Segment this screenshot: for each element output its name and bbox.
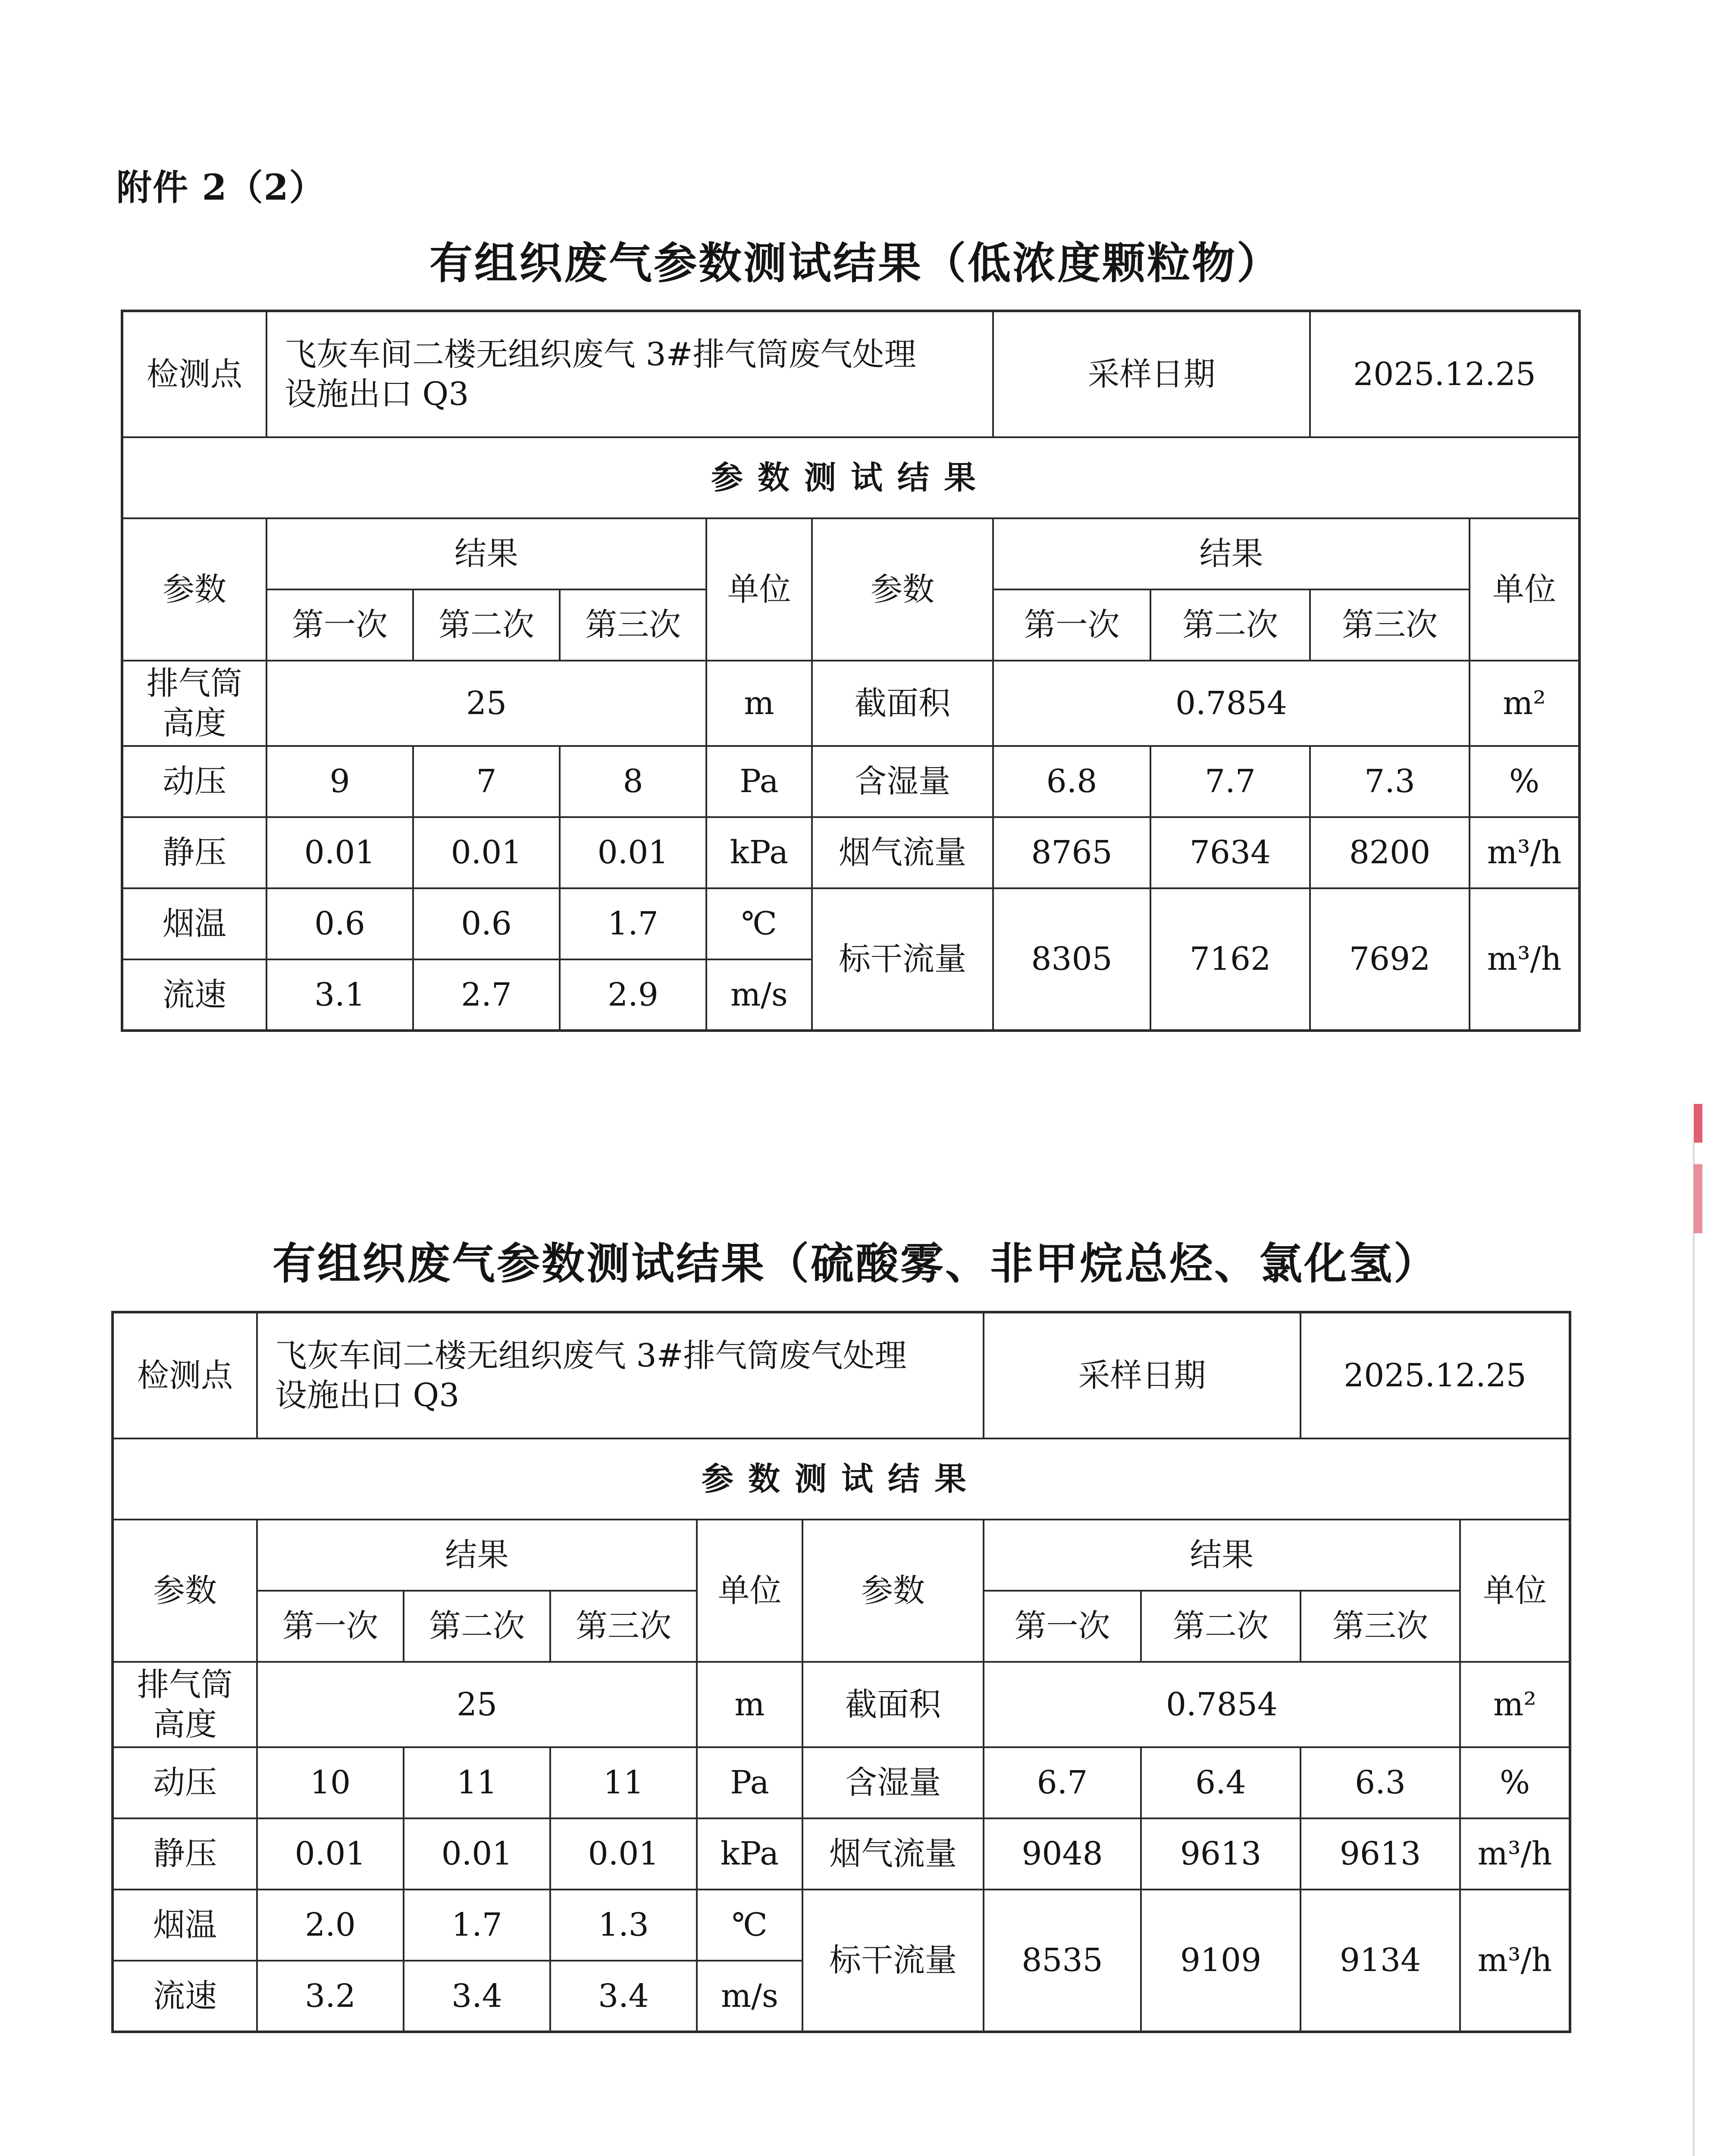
unit-header: 单位	[706, 518, 812, 661]
col-second-right: 第二次	[1150, 589, 1310, 661]
unit: kPa	[697, 1818, 802, 1890]
unit: ℃	[706, 888, 812, 959]
col-third: 第三次	[560, 589, 706, 661]
cell: 0.01	[413, 817, 560, 888]
attachment-label: 附件 2（2）	[116, 167, 326, 208]
col-third-right: 第三次	[1300, 1591, 1460, 1662]
unit: m³/h	[1470, 888, 1579, 1031]
row-label-temp: 烟温	[122, 888, 266, 959]
unit: m/s	[697, 1961, 802, 2032]
section-band: 参数测试结果	[122, 437, 1579, 518]
scan-edge-mark	[1694, 1164, 1702, 1233]
cell: 7162	[1150, 888, 1310, 1031]
point-label: 检测点	[122, 311, 266, 437]
label-line1: 排气筒	[137, 1666, 233, 1703]
cell: 3.2	[257, 1961, 404, 2032]
cell: 8	[560, 746, 706, 817]
cell: 2.0	[257, 1890, 404, 1961]
cell: 0.01	[266, 817, 413, 888]
value-area: 0.7854	[984, 1662, 1460, 1747]
cell: 8305	[993, 888, 1150, 1031]
param-header: 参数	[113, 1520, 257, 1662]
point-value-line2: 设施出口 Q3	[275, 1377, 460, 1414]
param-header-right: 参数	[812, 518, 993, 661]
result-table-1	[121, 310, 1581, 1032]
cell: 9109	[1141, 1890, 1300, 2032]
cell: 9613	[1141, 1818, 1300, 1890]
cell: 8765	[993, 817, 1150, 888]
row-label-flow: 烟气流量	[802, 1818, 984, 1890]
unit-stack-height: m	[697, 1662, 802, 1747]
unit: Pa	[706, 746, 812, 817]
value-area: 0.7854	[993, 661, 1470, 746]
cell: 9	[266, 746, 413, 817]
unit: m/s	[706, 959, 812, 1031]
result-header-right: 结果	[993, 518, 1470, 589]
col-first-right: 第一次	[993, 589, 1150, 661]
cell: 0.01	[550, 1818, 697, 1890]
cell: 0.01	[257, 1818, 404, 1890]
row-label-moist: 含湿量	[802, 1747, 984, 1818]
cell: 2.9	[560, 959, 706, 1031]
point-value	[266, 311, 993, 437]
row-label-stat: 静压	[113, 1818, 257, 1890]
date-label: 采样日期	[993, 311, 1310, 437]
unit-header-right: 单位	[1470, 518, 1579, 661]
point-label: 检测点	[113, 1312, 257, 1438]
result-table-2	[111, 1311, 1571, 2033]
point-value-line1: 飞灰车间二楼无组织废气 3#排气筒废气处理	[275, 1337, 907, 1374]
result-header-right: 结果	[984, 1520, 1460, 1591]
cell: 0.6	[413, 888, 560, 959]
col-second: 第二次	[404, 1591, 550, 1662]
value-stack-height: 25	[257, 1662, 697, 1747]
label-line1: 排气筒	[147, 664, 242, 702]
table-2-title: 有组织废气参数测试结果（硫酸雾、非甲烷总烃、氯化氢）	[273, 1238, 1438, 1289]
point-value-line1: 飞灰车间二楼无组织废气 3#排气筒废气处理	[285, 335, 916, 373]
row-label-stat: 静压	[122, 817, 266, 888]
result-header: 结果	[257, 1520, 697, 1591]
cell: 7	[413, 746, 560, 817]
unit-header-right: 单位	[1460, 1520, 1570, 1662]
row-label-dyn: 动压	[113, 1747, 257, 1818]
col-first-right: 第一次	[984, 1591, 1141, 1662]
param-header: 参数	[122, 518, 266, 661]
date-label: 采样日期	[984, 1312, 1300, 1438]
cell: 7692	[1310, 888, 1470, 1031]
row-label-area: 截面积	[812, 661, 993, 746]
col-third: 第三次	[550, 1591, 697, 1662]
cell: 7.3	[1310, 746, 1470, 817]
cell: 0.6	[266, 888, 413, 959]
cell: 11	[404, 1747, 550, 1818]
label-line2: 高度	[153, 1706, 217, 1743]
scan-edge-line	[1693, 1143, 1695, 2156]
row-label-moist: 含湿量	[812, 746, 993, 817]
point-value	[257, 1312, 984, 1438]
row-label-vel: 流速	[122, 959, 266, 1031]
scan-edge-mark	[1694, 1104, 1702, 1143]
col-third-right: 第三次	[1310, 589, 1470, 661]
cell: 6.4	[1141, 1747, 1300, 1818]
unit-header: 单位	[697, 1520, 802, 1662]
unit: ℃	[697, 1890, 802, 1961]
unit: m³/h	[1460, 1890, 1570, 2032]
cell: 0.01	[560, 817, 706, 888]
row-label-area: 截面积	[802, 1662, 984, 1747]
cell: 7634	[1150, 817, 1310, 888]
row-label-dyn: 动压	[122, 746, 266, 817]
table-1-title: 有组织废气参数测试结果（低浓度颗粒物）	[429, 238, 1282, 288]
row-label-stack-height	[113, 1662, 257, 1747]
date-value: 2025.12.25	[1310, 311, 1579, 437]
row-label-temp: 烟温	[113, 1890, 257, 1961]
cell: 1.7	[404, 1890, 550, 1961]
col-second-right: 第二次	[1141, 1591, 1300, 1662]
cell: 9048	[984, 1818, 1141, 1890]
unit: kPa	[706, 817, 812, 888]
cell: 3.1	[266, 959, 413, 1031]
cell: 11	[550, 1747, 697, 1818]
unit: %	[1460, 1747, 1570, 1818]
cell: 6.3	[1300, 1747, 1460, 1818]
cell: 7.7	[1150, 746, 1310, 817]
unit: m³/h	[1470, 817, 1579, 888]
cell: 1.7	[560, 888, 706, 959]
cell: 6.8	[993, 746, 1150, 817]
unit-area: m²	[1470, 661, 1579, 746]
result-header: 结果	[266, 518, 706, 589]
col-second: 第二次	[413, 589, 560, 661]
cell: 2.7	[413, 959, 560, 1031]
col-first: 第一次	[266, 589, 413, 661]
col-first: 第一次	[257, 1591, 404, 1662]
label-line2: 高度	[163, 705, 226, 742]
value-stack-height: 25	[266, 661, 706, 746]
date-value: 2025.12.25	[1300, 1312, 1570, 1438]
param-header-right: 参数	[802, 1520, 984, 1662]
row-label-vel: 流速	[113, 1961, 257, 2032]
section-band: 参数测试结果	[113, 1438, 1570, 1520]
unit: %	[1470, 746, 1579, 817]
cell: 8535	[984, 1890, 1141, 2032]
unit-stack-height: m	[706, 661, 812, 746]
cell: 8200	[1310, 817, 1470, 888]
row-label-std: 标干流量	[802, 1890, 984, 2032]
row-label-stack-height	[122, 661, 266, 746]
cell: 9613	[1300, 1818, 1460, 1890]
unit: m³/h	[1460, 1818, 1570, 1890]
cell: 10	[257, 1747, 404, 1818]
cell: 3.4	[550, 1961, 697, 2032]
cell: 6.7	[984, 1747, 1141, 1818]
cell: 9134	[1300, 1890, 1460, 2032]
row-label-std: 标干流量	[812, 888, 993, 1031]
cell: 3.4	[404, 1961, 550, 2032]
cell: 1.3	[550, 1890, 697, 1961]
row-label-flow: 烟气流量	[812, 817, 993, 888]
unit: Pa	[697, 1747, 802, 1818]
point-value-line2: 设施出口 Q3	[285, 376, 469, 413]
unit-area: m²	[1460, 1662, 1570, 1747]
cell: 0.01	[404, 1818, 550, 1890]
